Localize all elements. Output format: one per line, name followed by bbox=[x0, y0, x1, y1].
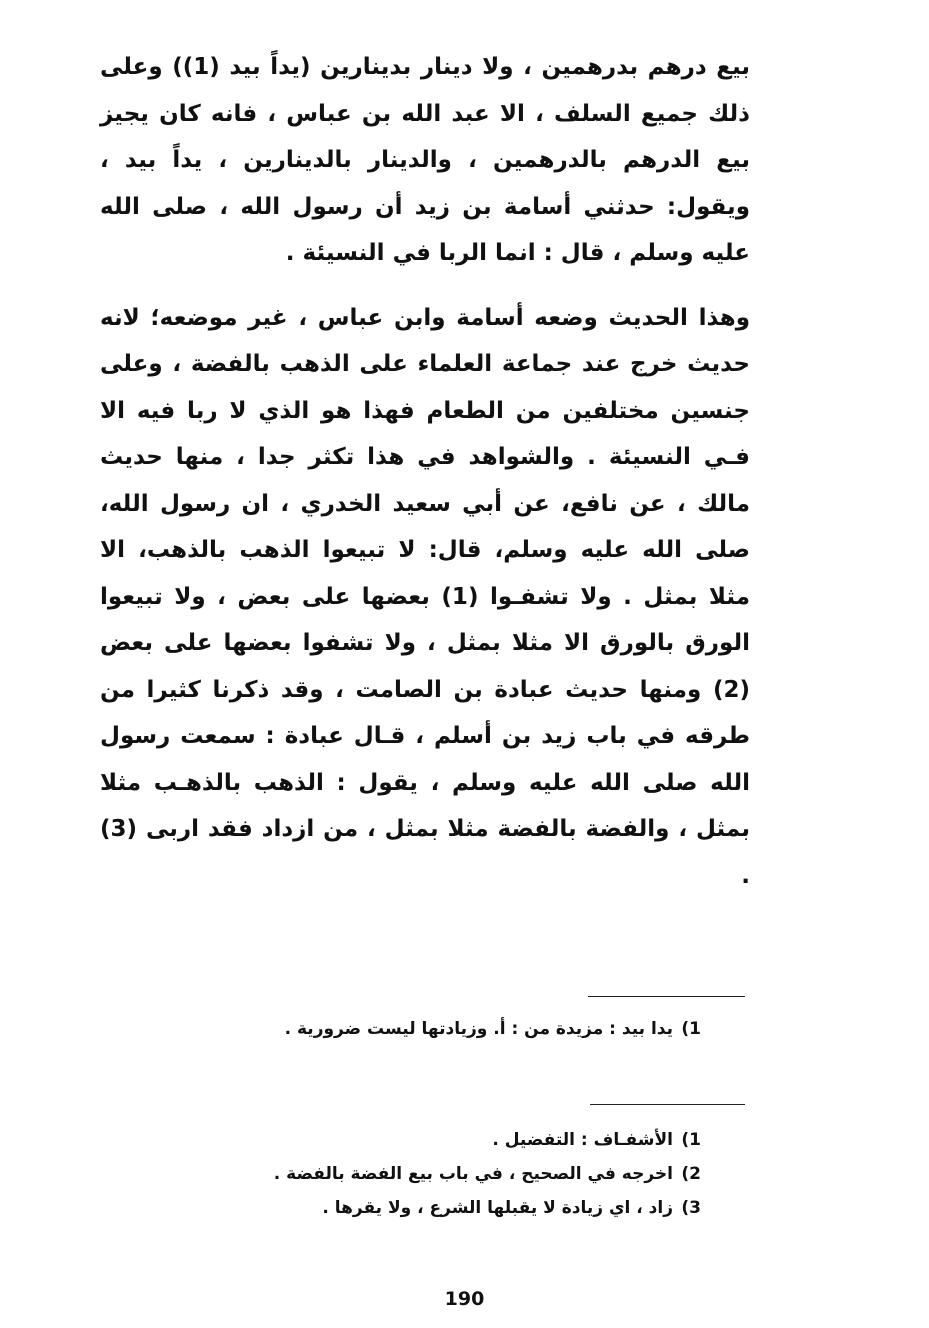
footnote-text: اخرجه في الصحيح ، في باب بيع الفضة بالفضة . bbox=[273, 1164, 673, 1184]
footnote-number: 1) bbox=[681, 1130, 701, 1150]
footnotes-group-1 bbox=[181, 1012, 701, 1046]
footnotes-group-2 bbox=[181, 1123, 701, 1225]
footnote-number: 1) bbox=[681, 1019, 701, 1039]
footnote-number: 2) bbox=[681, 1164, 701, 1184]
footnote-item bbox=[181, 1123, 701, 1157]
main-text-block bbox=[100, 44, 750, 899]
footnote-number: 3) bbox=[681, 1198, 701, 1218]
footnote-text: يدا بيد : مزيدة من : أ. وزيادتها ليست ضرورية . bbox=[284, 1019, 673, 1039]
footnote-item bbox=[181, 1191, 701, 1225]
paragraph-2: وهذا الحديث وضعه أسامة وابن عباس ، غير موضعه؛ لانه حديث خرج عند جماعة العلماء على الذهب بالفضة ، وعلى جنسين مختلفين من الطعام فهذا هو الذي لا ربا فيه الا فـي النسيئة . والشواهد في هذا تكثر جدا ، منها حديث مالك ، عن نافع، عن أبي سعيد الخدري ، ان رسول الله، صلى الله عليه وسلم، قال: لا تبيعوا الذهب بالذهب، الا مثلا بمثل . ولا تشفـوا (1) بعضها على بعض ، ولا تبيعوا الورق بالورق الا مثلا بمثل ، ولا تشفوا بعضها على بعض (2) ومنها حديث عبادة بن الصامت ، وقد ذكرنا كثيرا من طرقه في باب زيد بن أسلم ، قـال عبادة : سمعت رسول الله صلى الله عليه وسلم ، يقول : الذهب بالذهـب مثلا بمثل ، والفضة بالفضة مثلا بمثل ، من ازداد فقد اربى (3) . bbox=[100, 304, 750, 889]
page-number: 190 bbox=[444, 1288, 485, 1310]
footnote-item bbox=[181, 1012, 701, 1046]
footnote-divider-2 bbox=[590, 1104, 745, 1105]
footnote-text: الأشفـاف : التفضيل . bbox=[492, 1130, 673, 1150]
footnote-item bbox=[181, 1157, 701, 1191]
footnote-text: زاد ، اي زيادة لا يقبلها الشرع ، ولا يقرها . bbox=[322, 1198, 673, 1218]
footnote-divider-1 bbox=[588, 996, 745, 997]
paragraph-1: بيع درهم بدرهمين ، ولا دينار بدينارين (يداً بيد (1)) وعلى ذلك جميع السلف ، الا عبد الله بن عباس ، فانه كان يجيز بيع الدرهم بالدرهمين ، والدينار بالدينارين ، يداً بيد ، ويقول: حدثني أسامة بن زيد أن رسول الله ، صلى الله عليه وسلم ، قال : انما الربا في النسيئة . bbox=[100, 54, 750, 266]
